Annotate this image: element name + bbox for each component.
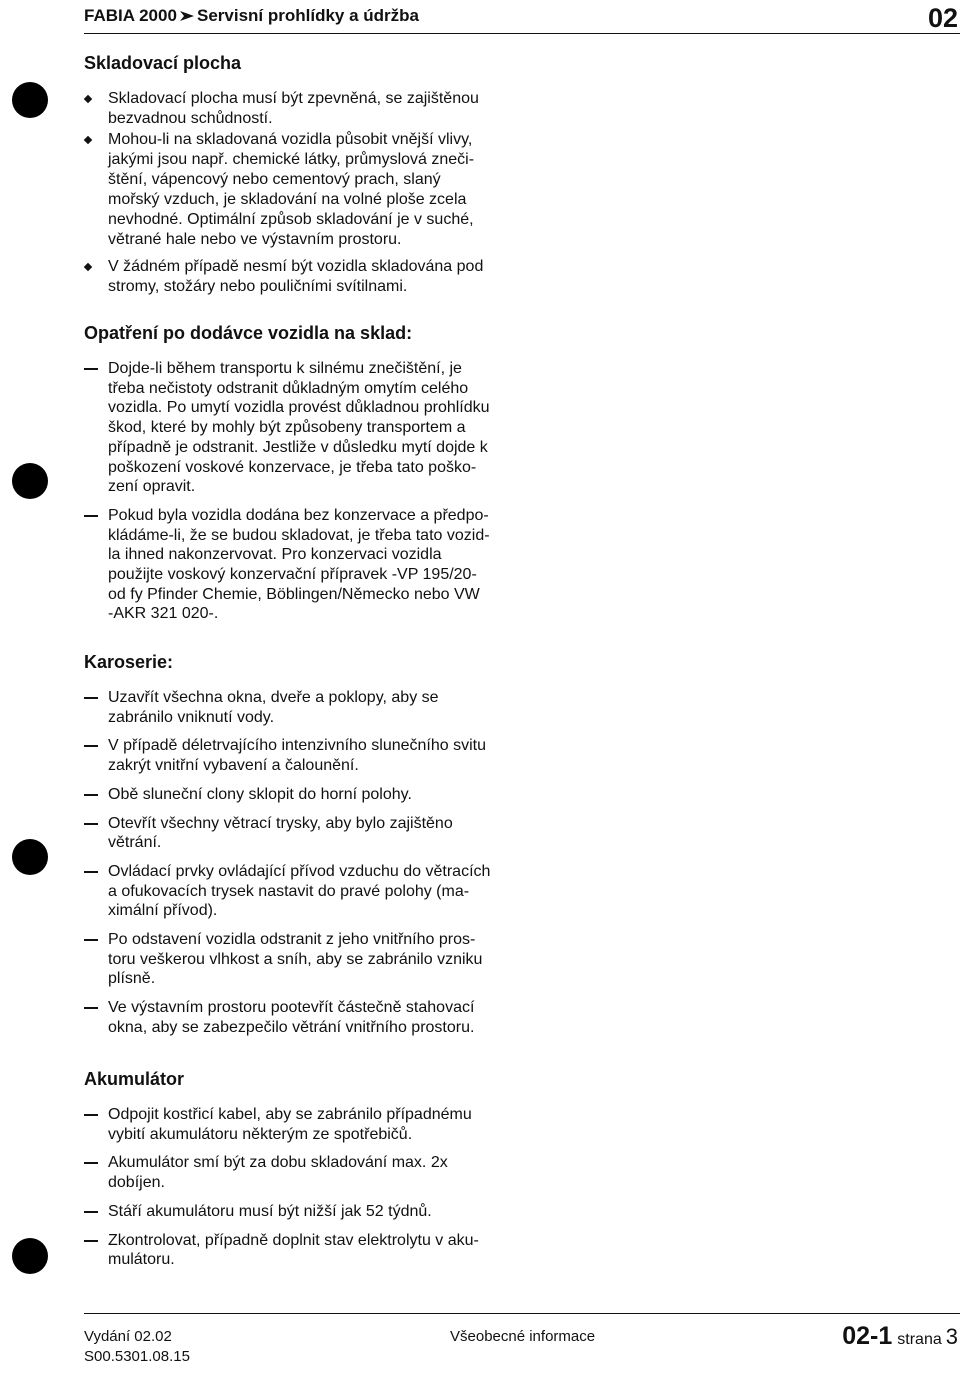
item-line: Pokud byla vozidla dodána bez konzervace a předpo- [108, 506, 489, 524]
dash-bullet-icon [84, 1162, 98, 1164]
item-line: ximální přívod). [108, 902, 218, 920]
dash-bullet-icon [84, 1240, 98, 1242]
dash-bullet-icon [84, 1114, 98, 1116]
item-line: jakými jsou např. chemické látky, průmyslová zneči- [108, 151, 475, 168]
punch-hole [12, 839, 48, 875]
list-item [84, 1202, 684, 1222]
item-line: vozidla. Po umytí vozidla provést důkladnou prohlídku [108, 399, 490, 417]
diamond-bullet-icon [84, 136, 92, 144]
item-line: -AKR 321 020-. [108, 605, 219, 623]
dash-bullet-icon [84, 823, 98, 825]
dash-bullet-icon [84, 1007, 98, 1009]
punch-hole [12, 463, 48, 499]
list-item [84, 688, 684, 727]
item-line: zabránilo vniknutí vody. [108, 708, 275, 726]
list-item [84, 1105, 684, 1144]
diamond-bullet-icon [84, 263, 92, 271]
list-item [84, 814, 684, 853]
item-line: vybití akumulátoru některým ze spotřebičů. [108, 1125, 413, 1143]
header-rule [84, 33, 960, 34]
page-number-block [842, 1322, 958, 1350]
page-code: 02-1 [842, 1322, 893, 1350]
item-line: Zkontrolovat, případně doplnit stav elektrolytu v aku- [108, 1231, 479, 1249]
section-title: Karoserie: [84, 652, 174, 672]
chapter-title: Všeobecné informace [450, 1328, 596, 1345]
item-line: mořský vzduch, je skladování na volné ploše zcela [108, 191, 467, 208]
item-line: použijte voskový konzervační přípravek -VP 195/20- [108, 566, 477, 584]
item-line: větrání. [108, 834, 162, 852]
item-line: Otevřít všechny větrací trysky, aby bylo zajištěno [108, 814, 453, 832]
item-line: Uzavřít všechna okna, dveře a poklopy, aby se [108, 689, 439, 706]
item-line: Po odstavení vozidla odstranit z jeho vnitřního pros- [108, 931, 476, 949]
list-item [84, 930, 684, 989]
item-line: plísně. [108, 970, 156, 988]
item-line: nevhodné. Optimální způsob skladování je v suché, [108, 211, 474, 228]
item-line: štění, vápencový nebo cementový prach, slaný [108, 171, 441, 188]
footer-rule [84, 1313, 960, 1314]
item-line: škod, které by mohly být způsobeny transportem a [108, 419, 466, 437]
item-line: dobíjen. [108, 1174, 165, 1192]
diamond-bullet-icon [84, 95, 92, 103]
dash-bullet-icon [84, 368, 98, 370]
punch-hole [12, 1238, 48, 1274]
item-line: mulátoru. [108, 1251, 175, 1269]
header-title: Servisní prohlídky a údržba [197, 6, 420, 25]
item-line: Mohou-li na skladovaná vozidla působit vnější vlivy, [108, 131, 473, 148]
dash-list [84, 688, 684, 1038]
item-line: poškození voskové konzervace, je třeba tato poško- [108, 458, 477, 476]
item-line: zakrýt vnitřní vybavení a čalounění. [108, 757, 359, 775]
list-item [84, 1153, 684, 1192]
item-line: stromy, stožáry nebo pouličními svítilnami. [108, 278, 408, 295]
page-number: 3 [945, 1324, 958, 1349]
list-item [84, 359, 684, 497]
list-item [84, 506, 684, 624]
dash-bullet-icon [84, 794, 98, 796]
dash-bullet-icon [84, 871, 98, 873]
item-line: od fy Pfinder Chemie, Böblingen/Německo nebo VW [108, 585, 480, 603]
bullet-list [84, 89, 684, 297]
item-line: případně je odstranit. Jestliže v důsledku mytí dojde k [108, 438, 488, 456]
section-storage-area [84, 52, 684, 297]
item-line: Ve výstavním prostoru pootevřít částečně stahovací [108, 999, 475, 1017]
arrow-right-icon [180, 10, 194, 22]
dash-bullet-icon [84, 939, 98, 941]
list-item [84, 130, 684, 250]
dash-bullet-icon [84, 745, 98, 747]
item-line: třeba nečistoty odstranit důkladným omytím celého [108, 379, 469, 397]
section-title: Akumulátor [84, 1069, 185, 1089]
item-line: Obě sluneční clony sklopit do horní polohy. [108, 785, 412, 803]
dash-list [84, 1105, 684, 1270]
section-battery [84, 1068, 684, 1270]
item-line: zení opravit. [108, 478, 196, 496]
chapter-number: 02 [927, 3, 958, 33]
dash-list [84, 359, 684, 624]
dash-bullet-icon [84, 697, 98, 699]
list-item [84, 862, 684, 921]
item-line: la ihned nakonzervovat. Pro konzervaci vozidla [108, 546, 442, 564]
section-after-delivery [84, 322, 684, 624]
item-line: V žádném případě nesmí být vozidla skladována pod [108, 258, 484, 275]
list-item [84, 736, 684, 775]
edition-label: Vydání 02.02 [84, 1328, 172, 1345]
item-line: Akumulátor smí být za dobu skladování max. 2x [108, 1154, 448, 1172]
list-item [84, 89, 684, 129]
document-code: S00.5301.08.15 [84, 1348, 190, 1365]
section-title: Skladovací plocha [84, 53, 242, 73]
page-label: strana [897, 1331, 942, 1348]
dash-bullet-icon [84, 1211, 98, 1213]
item-line: V případě déletrvajícího intenzivního slunečního svitu [108, 737, 487, 755]
item-line: Odpojit kostřicí kabel, aby se zabránilo případnému [108, 1106, 472, 1123]
model-name: FABIA 2000 [84, 6, 177, 25]
list-item [84, 257, 684, 297]
item-line: a ofukovacích trysek nastavit do pravé polohy (ma- [108, 882, 470, 900]
list-item [84, 1231, 684, 1270]
item-line: toru veškerou vlhkost a sníh, aby se zabránilo vzniku [108, 950, 483, 968]
dash-bullet-icon [84, 515, 98, 517]
list-item [84, 998, 684, 1037]
punch-hole [12, 82, 48, 118]
item-line: kládáme-li, že se budou skladovat, je třeba tato vozid- [108, 526, 490, 544]
item-line: Ovládací prvky ovládající přívod vzduchu do větracích [108, 862, 491, 880]
item-line: Dojde-li během transportu k silnému znečištění, je [108, 360, 462, 377]
section-body [84, 651, 684, 1038]
item-line: větrané hale nebo ve výstavním prostoru. [108, 231, 402, 248]
section-title: Opatření po dodávce vozidla na sklad: [84, 323, 413, 343]
item-line: okna, aby se zabezpečilo větrání vnitřního prostoru. [108, 1018, 475, 1036]
list-item [84, 785, 684, 805]
item-line: bezvadnou schůdností. [108, 110, 273, 127]
item-line: Stáří akumulátoru musí být nižší jak 52 týdnů. [108, 1202, 432, 1220]
item-line: Skladovací plocha musí být zpevněná, se zajištěnou [108, 90, 479, 107]
